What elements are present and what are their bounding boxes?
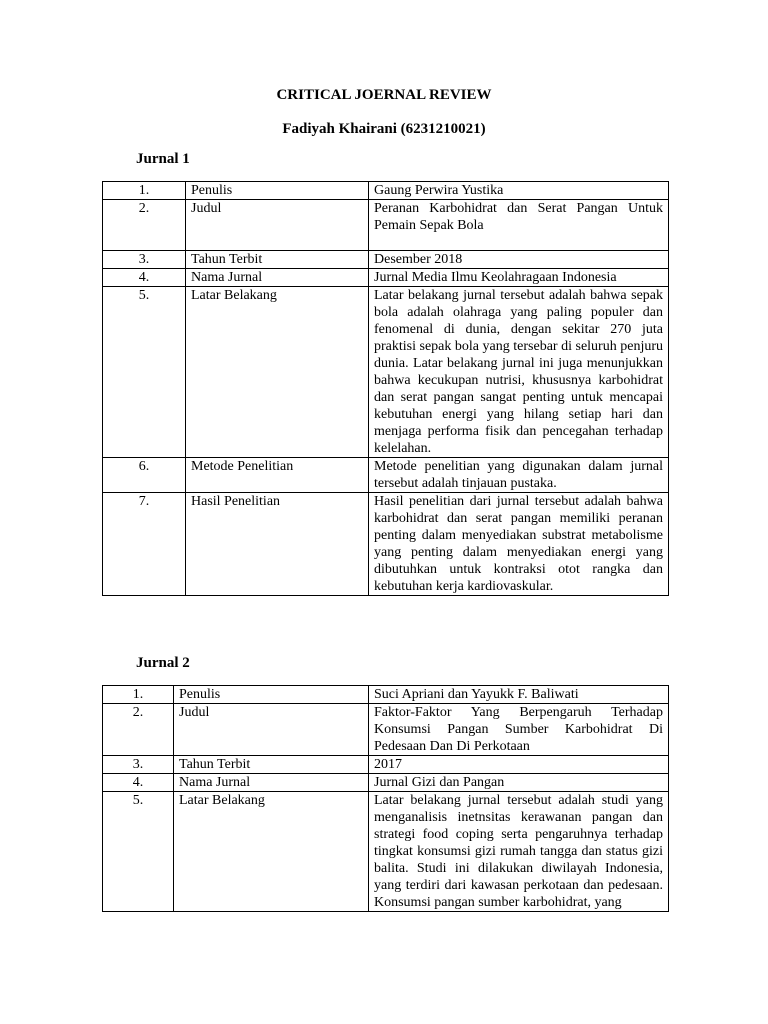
table-row <box>103 493 669 596</box>
table-row <box>103 686 669 704</box>
row-number: 7. <box>103 493 186 596</box>
row-number: 1. <box>103 686 174 704</box>
row-label: Nama Jurnal <box>174 774 369 792</box>
row-value: Latar belakang jurnal tersebut adalah bahwa sepak bola adalah olahraga yang paling populer dan fenomenal di dunia, dengan sekitar 270 juta praktisi sepak bola yang tersebar di seluruh penjuru dunia. Latar belakang jurnal ini juga menunjukkan bahwa kecukupan nutrisi, khususnya karbohidrat dan serat pangan sangat penting untuk mencapai kebutuhan energi yang hilang setiap hari dan menjaga performa fisik dan pencegahan terhadap kelelahan. <box>369 287 669 458</box>
row-number: 5. <box>103 792 174 912</box>
row-value: Jurnal Media Ilmu Keolahragaan Indonesia <box>369 269 669 287</box>
row-label: Hasil Penelitian <box>186 493 369 596</box>
row-number: 2. <box>103 200 186 251</box>
row-number: 4. <box>103 269 186 287</box>
row-value: Hasil penelitian dari jurnal tersebut adalah bahwa karbohidrat dan serat pangan memiliki peranan penting dalam menyediakan substrat metabolisme yang penting dalam menyediakan energi yang dibutuhkan untuk kontraksi otot rangka dan kebutuhan kerja kardiovaskular. <box>369 493 669 596</box>
table-row <box>103 287 669 458</box>
row-number: 5. <box>103 287 186 458</box>
row-number: 3. <box>103 756 174 774</box>
journal-2-table <box>102 685 669 912</box>
table-row <box>103 182 669 200</box>
table-row <box>103 251 669 269</box>
row-number: 2. <box>103 704 174 756</box>
row-label: Penulis <box>174 686 369 704</box>
row-number: 1. <box>103 182 186 200</box>
row-label: Metode Penelitian <box>186 458 369 493</box>
row-label: Judul <box>174 704 369 756</box>
row-value: Gaung Perwira Yustika <box>369 182 669 200</box>
row-value: Jurnal Gizi dan Pangan <box>369 774 669 792</box>
table-row <box>103 774 669 792</box>
table-row <box>103 458 669 493</box>
row-label: Tahun Terbit <box>186 251 369 269</box>
row-value: Metode penelitian yang digunakan dalam jurnal tersebut adalah tinjauan pustaka. <box>369 458 669 493</box>
row-label: Latar Belakang <box>186 287 369 458</box>
row-value: Faktor-Faktor Yang Berpengaruh Terhadap Konsumsi Pangan Sumber Karbohidrat Di Pedesaan Dan Di Perkotaan <box>369 704 669 756</box>
row-value: 2017 <box>369 756 669 774</box>
row-label: Penulis <box>186 182 369 200</box>
journal-2-heading: Jurnal 2 <box>136 655 190 671</box>
row-number: 4. <box>103 774 174 792</box>
row-value: Desember 2018 <box>369 251 669 269</box>
journal-1-table <box>102 181 669 596</box>
author-line: Fadiyah Khairani (6231210021) <box>282 121 486 137</box>
row-label: Latar Belakang <box>174 792 369 912</box>
table-row <box>103 792 669 912</box>
row-value: Peranan Karbohidrat dan Serat Pangan Untuk Pemain Sepak Bola <box>369 200 669 251</box>
journal-1-heading: Jurnal 1 <box>136 151 190 167</box>
table-row <box>103 200 669 251</box>
row-value: Latar belakang jurnal tersebut adalah studi yang menganalisis inetnsitas kerawanan pangan dan strategi food coping serta pengaruhnya terhadap tingkat konsumsi gizi rumah tangga dan status gizi balita. Studi ini dilakukan diwilayah Indonesia, yang terdiri dari kawasan perkotaan dan pedesaan. Konsumsi pangan sumber karbohidrat, yang <box>369 792 669 912</box>
row-value: Suci Apriani dan Yayukk F. Baliwati <box>369 686 669 704</box>
table-row <box>103 269 669 287</box>
row-label: Nama Jurnal <box>186 269 369 287</box>
table-row <box>103 756 669 774</box>
document-title: CRITICAL JOERNAL REVIEW <box>276 87 492 103</box>
table-row <box>103 704 669 756</box>
row-number: 3. <box>103 251 186 269</box>
row-label: Judul <box>186 200 369 251</box>
row-label: Tahun Terbit <box>174 756 369 774</box>
row-number: 6. <box>103 458 186 493</box>
